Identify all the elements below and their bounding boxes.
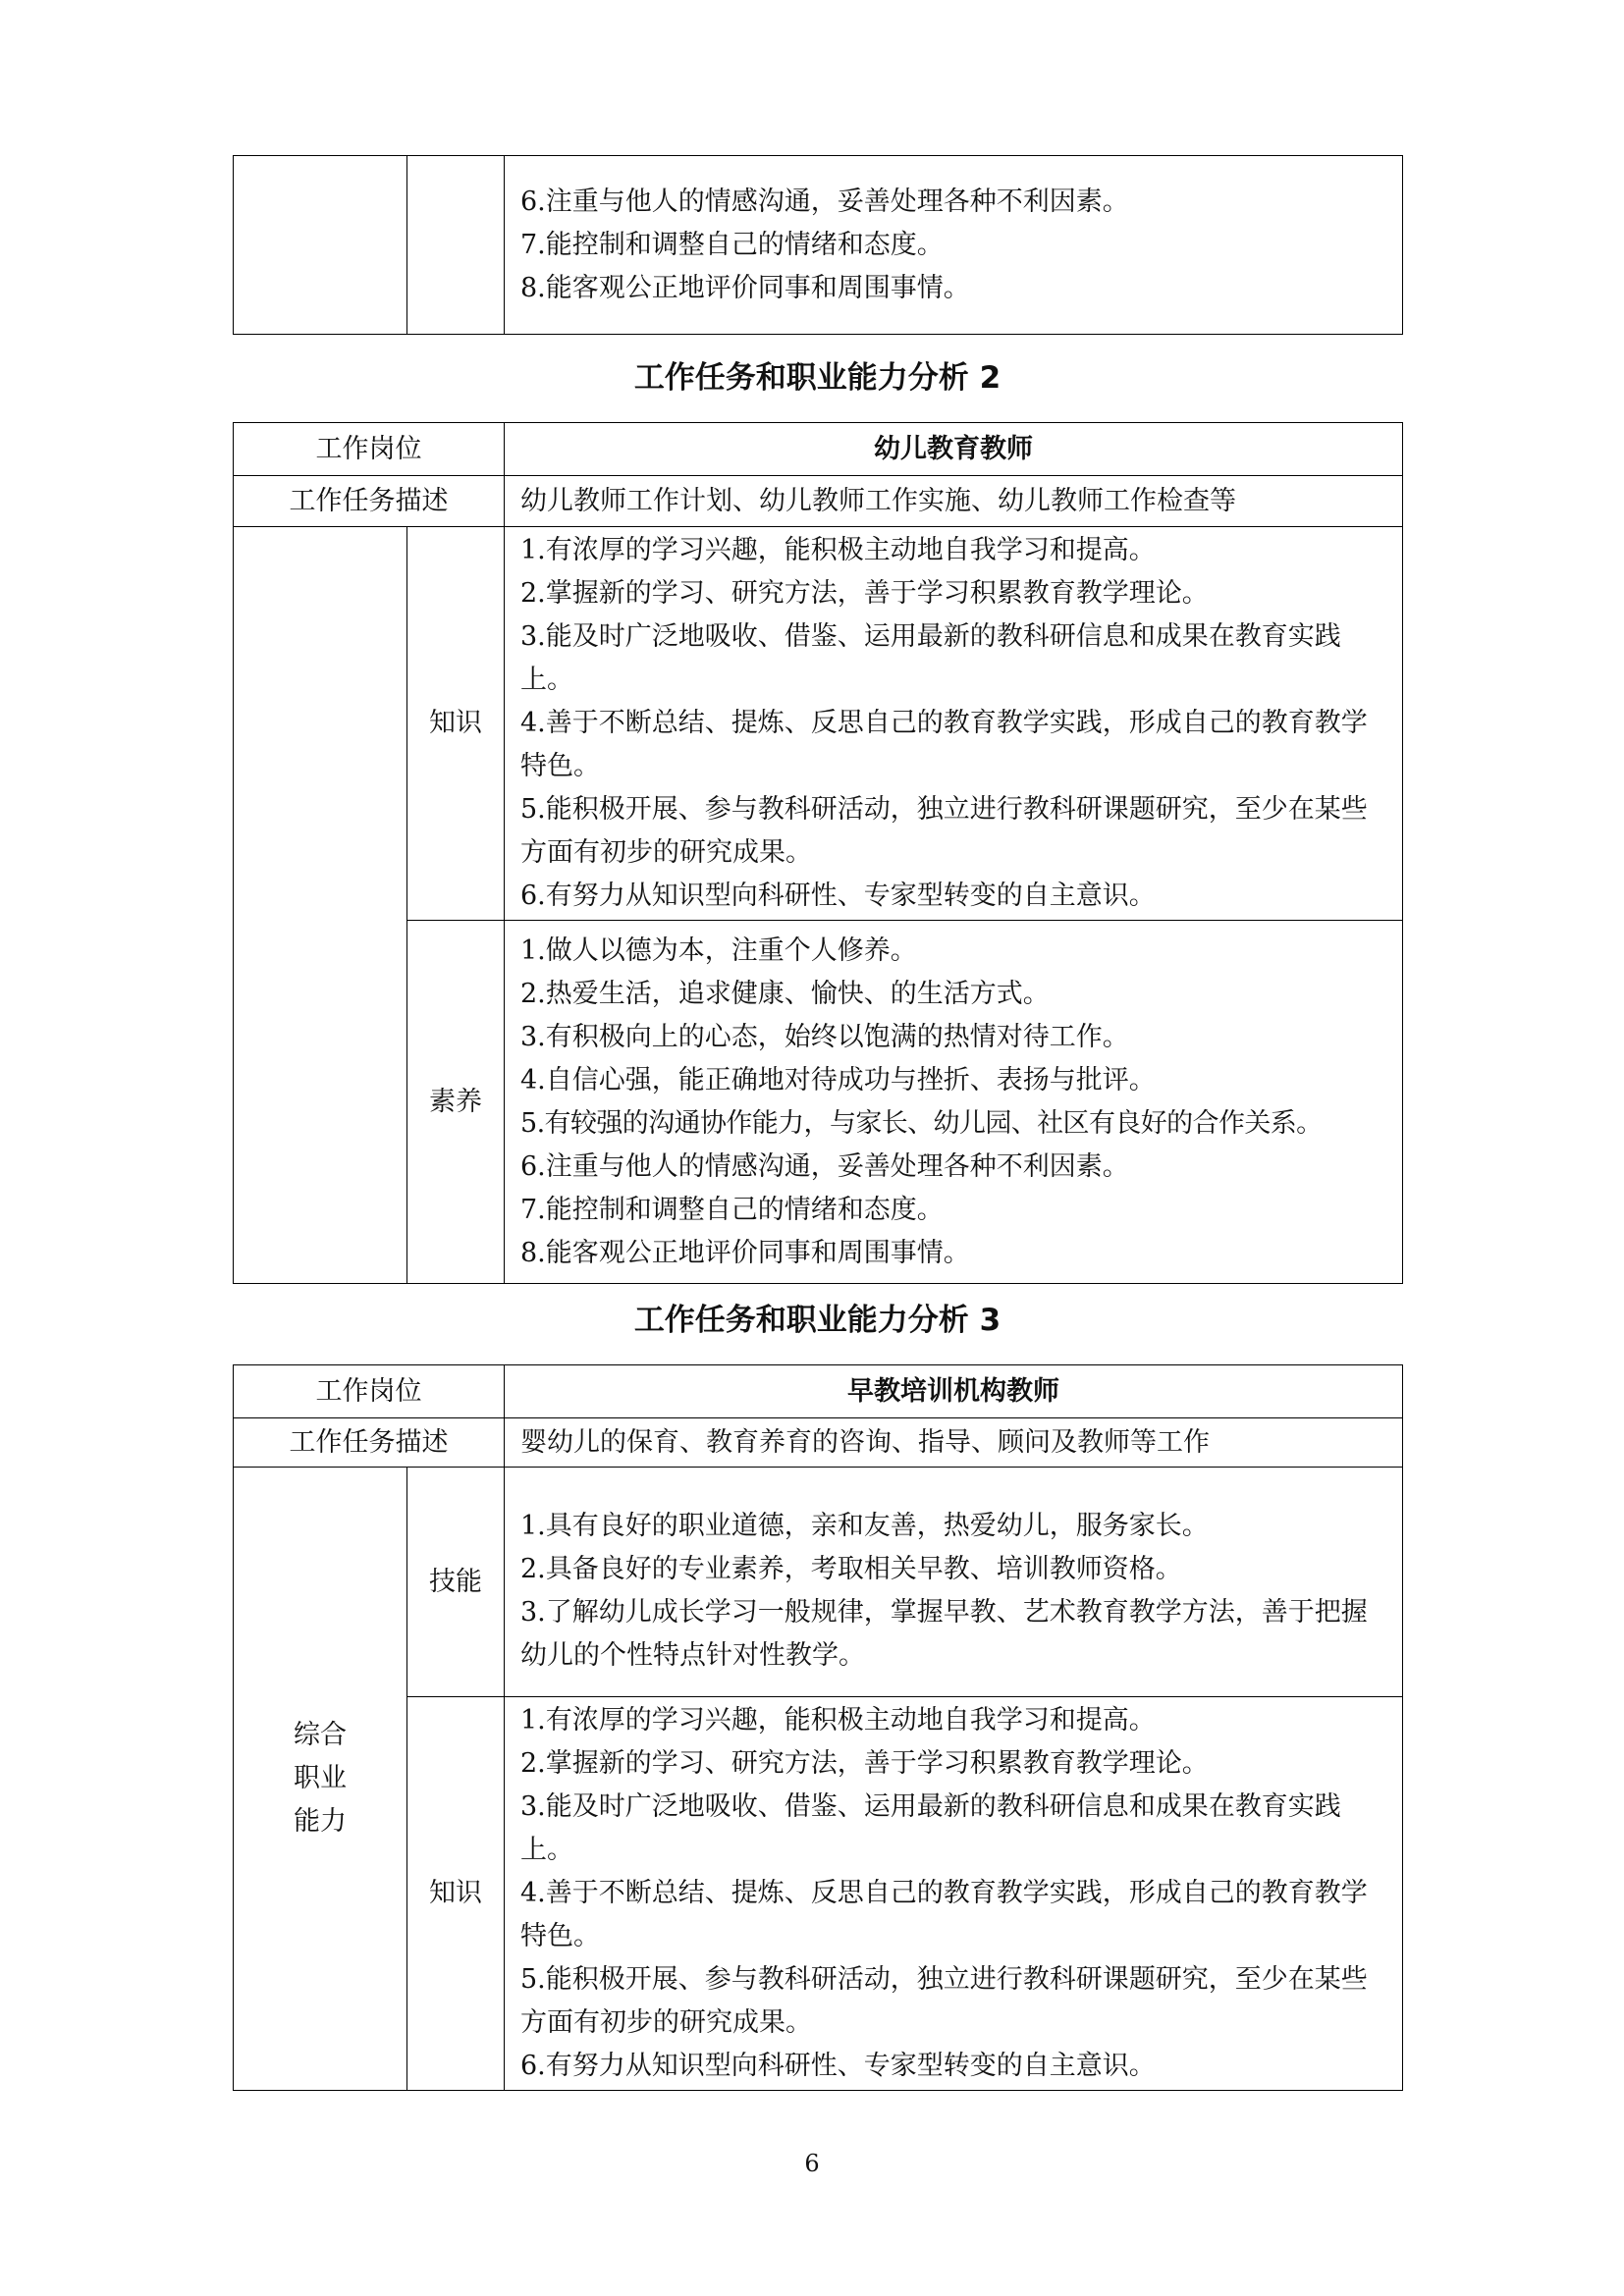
section-title: 工作任务和职业能力分析 2 — [633, 360, 1001, 396]
task-label: 工作任务描述 — [234, 476, 505, 527]
continued-sub-cell — [407, 156, 505, 335]
task-label: 工作任务描述 — [234, 1418, 505, 1468]
post-value: 幼儿教育教师 — [505, 423, 1403, 476]
post-value: 早教培训机构教师 — [505, 1365, 1403, 1418]
list-item: 6.注重与他人的情感沟通，妥善处理各种不利因素。 — [520, 186, 1129, 217]
list-item: 8.能客观公正地评价同事和周围事情。 — [520, 1237, 970, 1268]
knowledge-label: 知识 — [407, 527, 505, 921]
category-cell — [234, 527, 407, 1284]
post-label: 工作岗位 — [234, 1365, 505, 1418]
section-title: 工作任务和职业能力分析 3 — [633, 1303, 1001, 1338]
list-item: 6.有努力从知识型向科研性、专家型转变的自主意识。 — [520, 881, 1156, 911]
list-item: 4.善于不断总结、提炼、反思自己的教育教学实践，形成自己的教育教学特色。 — [520, 708, 1368, 781]
task-value: 婴幼儿的保育、教育养育的咨询、指导、顾问及教师等工作 — [505, 1418, 1403, 1468]
post-label: 工作岗位 — [234, 423, 505, 476]
list-item: 1.做人以德为本，注重个人修养。 — [520, 934, 917, 966]
continued-table — [233, 155, 1403, 335]
task-value: 幼儿教师工作计划、幼儿教师工作实施、幼儿教师工作检查等 — [505, 476, 1403, 527]
list-item: 4.善于不断总结、提炼、反思自己的教育教学实践，形成自己的教育教学特色。 — [520, 1878, 1368, 1951]
list-item: 5.能积极开展、参与教科研活动，独立进行教科研课题研究，至少在某些方面有初步的研究成果。 — [520, 1964, 1368, 2038]
ability-label: 综合职业能力 — [234, 1468, 407, 2091]
continued-items-cell — [505, 156, 1403, 335]
list-item: 2.掌握新的学习、研究方法，善于学习积累教育教学理论。 — [520, 1748, 1209, 1779]
continued-category-cell — [234, 156, 407, 335]
list-item: 3.能及时广泛地吸收、借鉴、运用最新的教科研信息和成果在教育实践上。 — [520, 621, 1341, 695]
list-item: 3.能及时广泛地吸收、借鉴、运用最新的教科研信息和成果在教育实践上。 — [520, 1791, 1341, 1865]
list-item: 8.能客观公正地评价同事和周围事情。 — [520, 272, 970, 303]
knowledge-label: 知识 — [407, 1697, 505, 2091]
list-item: 2.掌握新的学习、研究方法，善于学习积累教育教学理论。 — [520, 578, 1209, 609]
analysis-table-2 — [233, 422, 1403, 1284]
page-number: 6 — [804, 2150, 820, 2177]
list-item: 7.能控制和调整自己的情绪和态度。 — [520, 229, 944, 260]
list-item: 1.具有良好的职业道德，亲和友善，热爱幼儿，服务家长。 — [520, 1510, 1209, 1541]
list-item: 1.有浓厚的学习兴趣，能积极主动地自我学习和提高。 — [520, 1705, 1156, 1735]
list-item: 6.注重与他人的情感沟通，妥善处理各种不利因素。 — [520, 1150, 1129, 1182]
list-item: 2.具备良好的专业素养，考取相关早教、培训教师资格。 — [520, 1553, 1182, 1584]
analysis-table-3 — [233, 1364, 1403, 2091]
list-item: 5.有较强的沟通协作能力，与家长、幼儿园、社区有良好的合作关系。 — [520, 1107, 1323, 1139]
skill-items — [505, 1468, 1403, 1697]
list-item: 2.热爱生活，追求健康、愉快、的生活方式。 — [520, 978, 1050, 1009]
skill-label: 技能 — [407, 1468, 505, 1697]
list-item: 3.有积极向上的心态，始终以饱满的热情对待工作。 — [520, 1021, 1129, 1052]
quality-items — [505, 921, 1403, 1284]
list-item: 5.能积极开展、参与教科研活动，独立进行教科研课题研究，至少在某些方面有初步的研究成果。 — [520, 794, 1368, 868]
list-item: 7.能控制和调整自己的情绪和态度。 — [520, 1194, 944, 1225]
list-item: 6.有努力从知识型向科研性、专家型转变的自主意识。 — [520, 2051, 1156, 2081]
list-item: 4.自信心强，能正确地对待成功与挫折、表扬与批评。 — [520, 1064, 1156, 1095]
list-item: 3.了解幼儿成长学习一般规律，掌握早教、艺术教育教学方法，善于把握幼儿的个性特点针对性教学。 — [520, 1596, 1368, 1671]
knowledge-items — [505, 527, 1403, 921]
quality-label: 素养 — [407, 921, 505, 1284]
knowledge-items — [505, 1697, 1403, 2091]
list-item: 1.有浓厚的学习兴趣，能积极主动地自我学习和提高。 — [520, 535, 1156, 565]
